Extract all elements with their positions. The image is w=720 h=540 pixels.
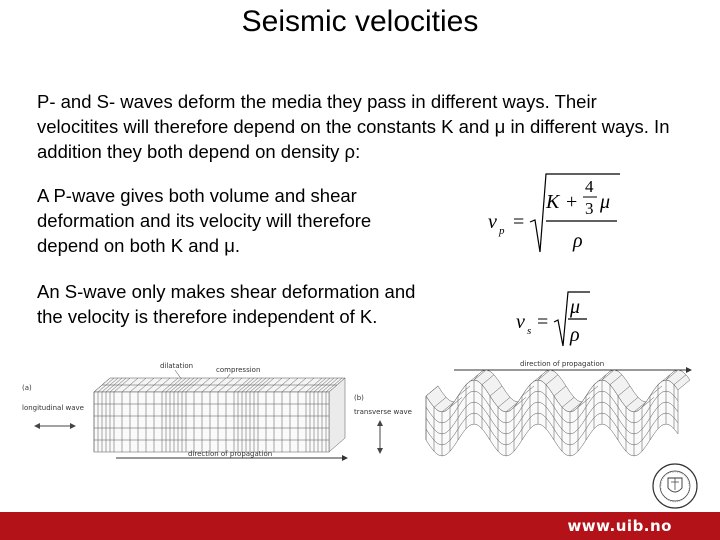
vs-lhs-var: v (516, 311, 525, 333)
vs-rho: ρ (570, 324, 580, 346)
longitudinal-wave-label: longitudinal wave (22, 404, 84, 412)
compression-label: compression (216, 366, 261, 374)
pwave-paragraph: A P-wave gives both volume and shear deformation and its velocity will therefore depend on both K and μ. (37, 185, 372, 256)
vs-equals: = (537, 311, 549, 333)
vp-equals: = (513, 211, 525, 233)
vp-num-4: 4 (585, 177, 594, 196)
footer-band (0, 512, 720, 540)
transverse-arrow-icon (377, 420, 383, 454)
intro-paragraph: P- and S- waves deform the media they pass in different ways. Their velocitites will therefore depend on the constants K and μ in different ways. In addition they both depend on density ρ: (37, 91, 670, 162)
vp-lhs-var: v (488, 211, 497, 233)
transverse-wave-label: transverse wave (354, 408, 412, 416)
panel-a-label: (a) (22, 384, 32, 392)
vp-mu: μ (600, 191, 611, 213)
transverse-grid-block (426, 370, 690, 456)
footer-url-link[interactable]: www.uib.no (567, 517, 672, 535)
longitudinal-arrow-icon (34, 423, 76, 429)
swave-paragraph: An S-wave only makes shear deformation and the velocity is therefore independent of K. (37, 281, 416, 327)
vp-den-3: 3 (585, 199, 594, 218)
vs-formula (514, 288, 594, 350)
vp-K: K (546, 191, 560, 213)
panel-b-label: (b) (354, 394, 364, 402)
vs-mu: μ (570, 296, 581, 318)
longitudinal-direction-label: direction of propagation (188, 450, 273, 458)
vp-formula (484, 170, 624, 262)
vp-rho: ρ (573, 230, 583, 252)
vp-lhs-sub: p (499, 225, 505, 237)
vp-plus: + (566, 191, 578, 213)
transverse-wave-figure (350, 356, 698, 466)
dilatation-label: dilatation (160, 362, 194, 370)
vs-lhs-sub: s (527, 325, 532, 337)
transverse-direction-label: direction of propagation (520, 360, 605, 368)
longitudinal-wave-figure (20, 356, 350, 466)
university-seal-logo (651, 462, 699, 510)
slide-title: Seismic velocities (241, 5, 479, 38)
longitudinal-grid-block (94, 378, 345, 452)
